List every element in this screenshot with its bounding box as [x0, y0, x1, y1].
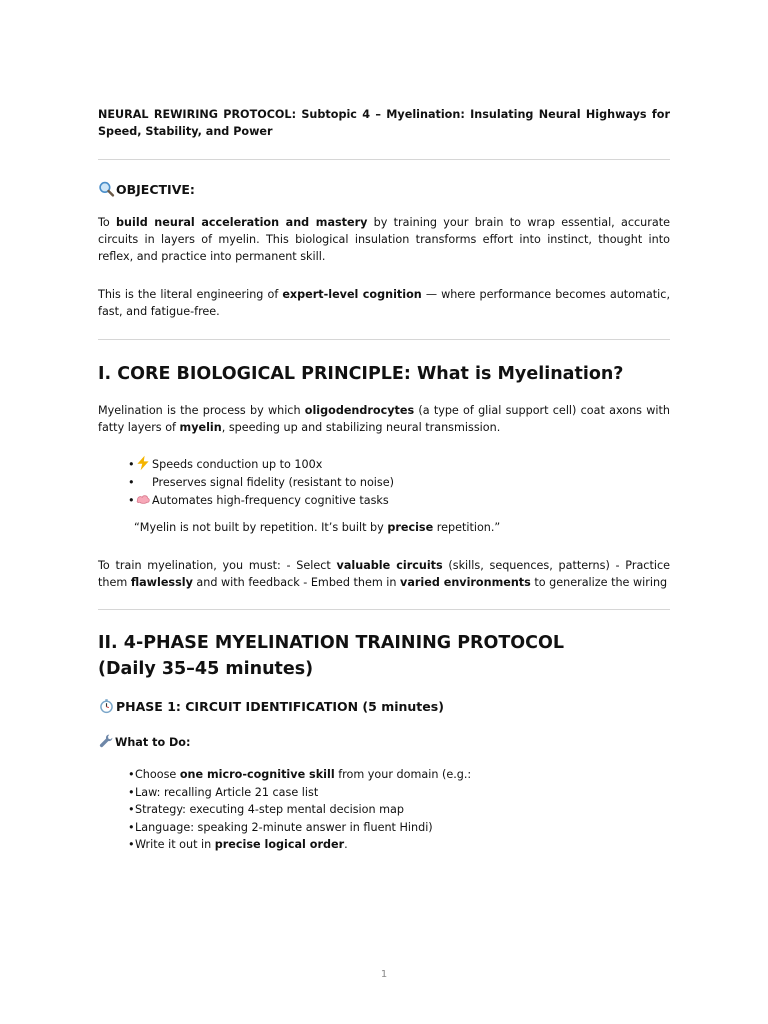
list-item: •Choose one micro-cognitive skill from your domain (e.g.: — [128, 768, 472, 781]
what-to-do-list — [128, 766, 668, 854]
magnifier-icon — [98, 181, 115, 197]
wrench-icon — [98, 733, 114, 749]
quote: “Myelin is not built by repetition. It’s built by precise repetition.” — [134, 521, 501, 534]
document-title: NEURAL REWIRING PROTOCOL: Subtopic 4 – Myelination: Insulating Neural Highways for Speed, Stability, and Power — [98, 108, 670, 138]
section-1-heading: I. CORE BIOLOGICAL PRINCIPLE: What is Myelination? — [98, 364, 624, 384]
lightning-icon — [135, 455, 151, 471]
objective-paragraph-2: This is the literal engineering of expert-level cognition — where performance becomes automatic, fast, and fatigue-free. — [98, 288, 670, 318]
myelin-benefits-list — [128, 455, 668, 510]
phase-1-heading: PHASE 1: CIRCUIT IDENTIFICATION (5 minutes) — [98, 698, 670, 716]
divider — [98, 159, 670, 160]
divider — [98, 339, 670, 340]
list-item: • Preserves signal fidelity (resistant to noise) — [128, 475, 394, 489]
list-item: •Write it out in precise logical order. — [128, 838, 348, 851]
stopwatch-icon — [98, 698, 115, 714]
section-2-heading: II. 4-PHASE MYELINATION TRAINING PROTOCOL (Daily 35–45 minutes) — [98, 633, 565, 679]
list-item: •Law: recalling Article 21 case list — [128, 785, 319, 799]
list-item: •Strategy: executing 4-step mental decision map — [128, 803, 404, 816]
training-requirements: To train myelination, you must: - Select valuable circuits (skills, sequences, patterns) - Practice them flawlessly and with feedback - Embed them in varied environments to generalize the wiring — [98, 559, 670, 589]
objective-paragraph-1: To build neural acceleration and mastery by training your brain to wrap essential, accurate circuits in layers of myelin. This biological insulation transforms effort into instinct, thought into reflex, and practice into permanent skill. — [98, 216, 670, 263]
list-item: • Automates high-frequency cognitive tasks — [128, 491, 668, 510]
objective-heading: OBJECTIVE: — [98, 181, 670, 199]
what-to-do-heading: What to Do: — [98, 733, 670, 751]
list-item: • Speeds conduction up to 100x — [128, 455, 668, 474]
divider — [98, 609, 670, 610]
list-item: •Language: speaking 2-minute answer in fluent Hindi) — [128, 820, 433, 834]
brain-icon — [135, 491, 151, 507]
section-1-paragraph: Myelination is the process by which oligodendrocytes (a type of glial support cell) coat axons with fatty layers of myelin, speeding up and stabilizing neural transmission. — [98, 404, 670, 434]
page-number: 1 — [380, 969, 388, 980]
